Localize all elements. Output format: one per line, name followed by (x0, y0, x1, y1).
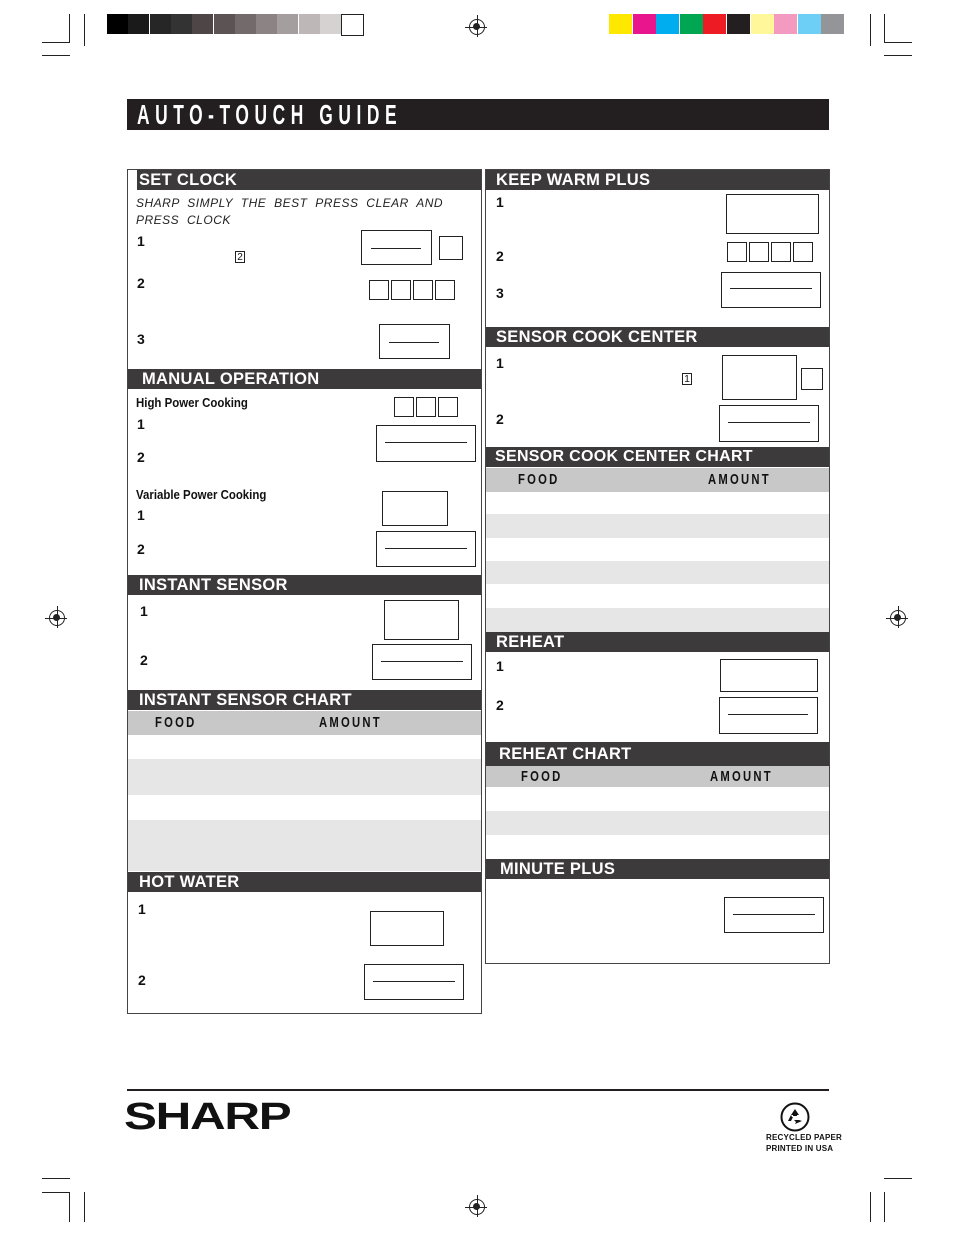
page-title: AUTO-TOUCH GUIDE (137, 99, 403, 130)
reheat-chart-column-header (486, 766, 829, 787)
reheat-header (486, 632, 829, 652)
color-swatch (751, 14, 774, 34)
number-key[interactable] (793, 242, 813, 262)
gray-swatch (299, 14, 320, 34)
instant-sensor-step-1: 1 (140, 603, 148, 619)
color-swatch (609, 14, 632, 34)
number-key[interactable] (801, 368, 823, 390)
sensor-cook-step-2: 2 (496, 411, 504, 427)
food-column-label: FOOD (155, 714, 197, 731)
gray-swatch (171, 14, 192, 34)
number-key[interactable] (438, 397, 458, 417)
recycled-paper-label: RECYCLED PAPER (766, 1133, 842, 1142)
instant-sensor-header (128, 575, 481, 595)
set-clock-step-marker: 2 (235, 251, 245, 263)
minute-plus-title: MINUTE PLUS (500, 860, 616, 878)
sensor-cook-step-marker: 1 (682, 373, 692, 385)
start-button[interactable] (364, 964, 464, 1000)
chart-row (486, 561, 829, 584)
hot-water-title: HOT WATER (139, 873, 240, 891)
keep-warm-plus-title: KEEP WARM PLUS (496, 171, 651, 189)
color-swatch (703, 14, 726, 34)
variable-power-label: Variable Power Cooking (136, 487, 267, 502)
keep-warm-step-2: 2 (496, 248, 504, 264)
set-clock-step-2: 2 (137, 275, 145, 291)
sensor-cook-center-title: SENSOR COOK CENTER (496, 328, 698, 346)
gray-swatch (214, 14, 235, 34)
sensor-cook-chart-column-header (486, 468, 829, 492)
food-column-label: FOOD (518, 471, 560, 488)
keep-warm-plus-header (486, 170, 829, 190)
gray-swatch (128, 14, 149, 34)
set-clock-step-3: 3 (137, 331, 145, 347)
instant-sensor-title: INSTANT SENSOR (139, 576, 288, 594)
left-column (127, 169, 482, 1014)
reheat-title: REHEAT (496, 633, 565, 651)
sensor-cook-center-header (486, 327, 829, 347)
color-swatch (680, 14, 703, 34)
amount-column-label: AMOUNT (708, 471, 771, 488)
instant-sensor-step-2: 2 (140, 652, 148, 668)
gray-swatch (150, 14, 171, 34)
start-button[interactable] (719, 697, 818, 734)
reheat-step-2: 2 (496, 697, 504, 713)
clock-button[interactable] (379, 324, 450, 359)
sensor-cook-chart-title: SENSOR COOK CENTER CHART (495, 448, 753, 465)
chart-row (486, 514, 829, 538)
start-button[interactable] (376, 425, 476, 462)
variable-power-step-1: 1 (137, 507, 145, 523)
number-key[interactable] (394, 397, 414, 417)
chart-row (486, 811, 829, 835)
keep-warm-step-3: 3 (496, 285, 504, 301)
amount-column-label: AMOUNT (710, 768, 773, 785)
right-column (485, 169, 830, 964)
set-clock-title: SET CLOCK (139, 171, 238, 189)
hot-water-step-1: 1 (138, 901, 146, 917)
hot-water-header (128, 872, 481, 892)
number-key[interactable] (749, 242, 769, 262)
amount-column-label: AMOUNT (319, 714, 382, 731)
gray-swatch (341, 14, 364, 36)
sensor-cook-step-1: 1 (496, 355, 504, 371)
high-power-step-2: 2 (137, 449, 145, 465)
gray-swatch (277, 14, 298, 34)
set-clock-step-1: 1 (137, 233, 145, 249)
number-key[interactable] (391, 280, 411, 300)
chart-row (128, 759, 481, 795)
gray-swatch (256, 14, 277, 34)
display-message: SHARP SIMPLY THE BEST PRESS CLEAR AND PRESS CLOCK (136, 196, 444, 227)
number-key[interactable] (413, 280, 433, 300)
instant-sensor-chart-column-header (128, 711, 481, 735)
number-key[interactable] (416, 397, 436, 417)
color-swatch (798, 14, 821, 34)
page-title-bar (127, 99, 829, 130)
minute-plus-header (486, 859, 829, 879)
instant-sensor-chart-header (128, 690, 481, 710)
power-level-button[interactable] (382, 491, 448, 526)
hot-water-step-2: 2 (138, 972, 146, 988)
food-column-label: FOOD (521, 768, 563, 785)
recycle-icon (780, 1102, 810, 1132)
variable-power-step-2: 2 (137, 541, 145, 557)
registration-mark-top (469, 19, 485, 35)
start-button[interactable] (372, 644, 472, 680)
brand-logo: SHARP (124, 1096, 291, 1138)
printed-in-usa-label: PRINTED IN USA (766, 1144, 834, 1153)
minute-plus-button[interactable] (724, 897, 824, 933)
number-key[interactable] (771, 242, 791, 262)
footer-rule (127, 1089, 829, 1091)
color-swatch (727, 14, 750, 34)
number-key[interactable] (435, 280, 455, 300)
instant-sensor-button[interactable] (384, 600, 459, 640)
high-power-step-1: 1 (137, 416, 145, 432)
reheat-chart-title: REHEAT CHART (499, 745, 632, 763)
gray-swatch (235, 14, 256, 34)
chart-row (128, 820, 481, 871)
gray-swatch (320, 14, 341, 34)
reheat-button[interactable] (720, 659, 818, 692)
start-button[interactable] (721, 272, 821, 308)
instant-sensor-chart-title: INSTANT SENSOR CHART (139, 691, 352, 709)
number-key[interactable] (369, 280, 389, 300)
hot-water-button[interactable] (370, 911, 444, 946)
keep-warm-button[interactable] (726, 194, 819, 234)
reheat-step-1: 1 (496, 658, 504, 674)
number-key[interactable] (727, 242, 747, 262)
chart-row (486, 608, 829, 632)
number-key[interactable] (439, 236, 463, 260)
registration-mark-right (890, 610, 906, 626)
gray-swatch (107, 14, 128, 34)
color-swatch (633, 14, 656, 34)
manual-operation-header (128, 369, 481, 389)
reheat-chart-header (486, 742, 829, 766)
registration-mark-bottom (469, 1199, 485, 1215)
sensor-cook-chart-header (486, 447, 829, 467)
sensor-cook-button[interactable] (722, 355, 797, 400)
color-swatch (656, 14, 679, 34)
color-swatch (774, 14, 797, 34)
high-power-label: High Power Cooking (136, 395, 248, 410)
clock-button[interactable] (361, 230, 432, 265)
start-button[interactable] (376, 531, 476, 567)
set-clock-header (137, 170, 481, 190)
registration-mark-left (49, 610, 65, 626)
keep-warm-step-1: 1 (496, 194, 504, 210)
start-button[interactable] (719, 405, 819, 442)
manual-operation-title: MANUAL OPERATION (142, 370, 320, 388)
color-swatch (821, 14, 844, 34)
gray-swatch (192, 14, 213, 34)
